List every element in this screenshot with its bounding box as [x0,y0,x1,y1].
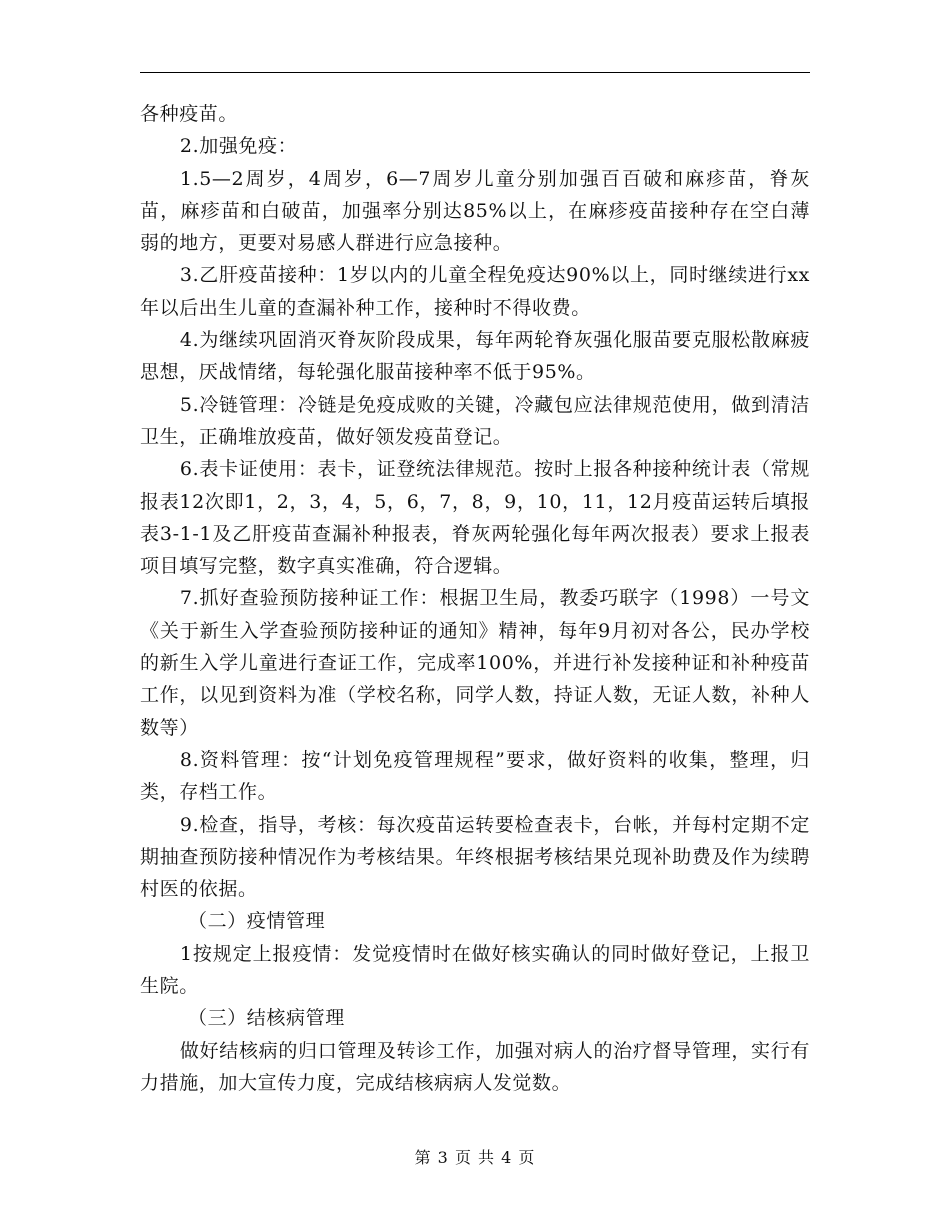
paragraph-14: 做好结核病的归口管理及转诊工作，加强对病人的治疗督导管理，实行有力措施，加大宣传力度，完成结核病病人发觉数。 [140,1039,810,1094]
header-rule [140,72,810,73]
paragraph-3: 1.5—2周岁，4周岁，6—7周岁儿童分别加强百百破和麻疹苗，脊灰苗，麻疹苗和白破苗，加强率分别达85%以上，在麻疹疫苗接种存在空白薄弱的地方，更要对易感人群进行应急接种。 [140,167,810,255]
paragraph-5: 4.为继续巩固消灭脊灰阶段成果，每年两轮脊灰强化服苗要克服松散麻疲思想，厌战情绪，每轮强化服苗接种率不低于95%。 [140,329,810,384]
paragraph-10: 9.检查，指导，考核：每次疫苗运转要检查表卡，台帐，并每村定期不定期抽查预防接种情况作为考核结果。年终根据考核结果兑现补助费及作为续聘村医的依据。 [140,813,810,901]
paragraph-6: 5.冷链管理：冷链是免疫成败的关键，冷藏包应法律规范使用，做到清洁卫生，正确堆放疫苗，做好领发疫苗登记。 [140,393,810,448]
page-footer: 第 3 页 共 4 页 [414,1148,536,1167]
document-body [140,98,810,1099]
paragraph-12: 1按规定上报疫情：发觉疫情时在做好核实确认的同时做好登记，上报卫生院。 [140,942,810,998]
section-heading-tuberculosis: （三）结核病管理 [188,1007,345,1030]
paragraph-8: 7.抓好查验预防接种证工作：根据卫生局，教委巧联字（1998）一号文《关于新生入学查验预防接种证的通知》精神，每年9月初对各公，民办学校的新生入学儿童进行查证工作，完成率100%，并进行补发接种证和补种疫苗工作，以见到资料为准（学校名称，同学人数，持证人数，无证人数，补种人数等） [140,587,810,739]
paragraph-4: 3.乙肝疫苗接种：1岁以内的儿童全程免疫达90%以上，同时继续进行xx年以后出生儿童的查漏补种工作，接种时不得收费。 [140,264,810,319]
section-heading-epidemic: （二）疫情管理 [188,910,326,933]
paragraph-2: 2.加强免疫： [179,135,298,158]
paragraph-9: 8.资料管理：按“计划免疫管理规程”要求，做好资料的收集，整理，归类，存档工作。 [140,748,810,804]
paragraph-7: 6.表卡证使用：表卡，证登统法律规范。按时上报各种接种统计表（常规报表12次即1，2，3，4，5，6，7，8，9，10，11，12月疫苗运转后填报表3-1-1及乙肝疫苗查漏补种报表，脊灰两轮强化每年两次报表）要求上报表项目填写完整，数字真实准确，符合逻辑。 [140,458,810,578]
paragraph-1: 各种疫苗。 [140,103,239,125]
